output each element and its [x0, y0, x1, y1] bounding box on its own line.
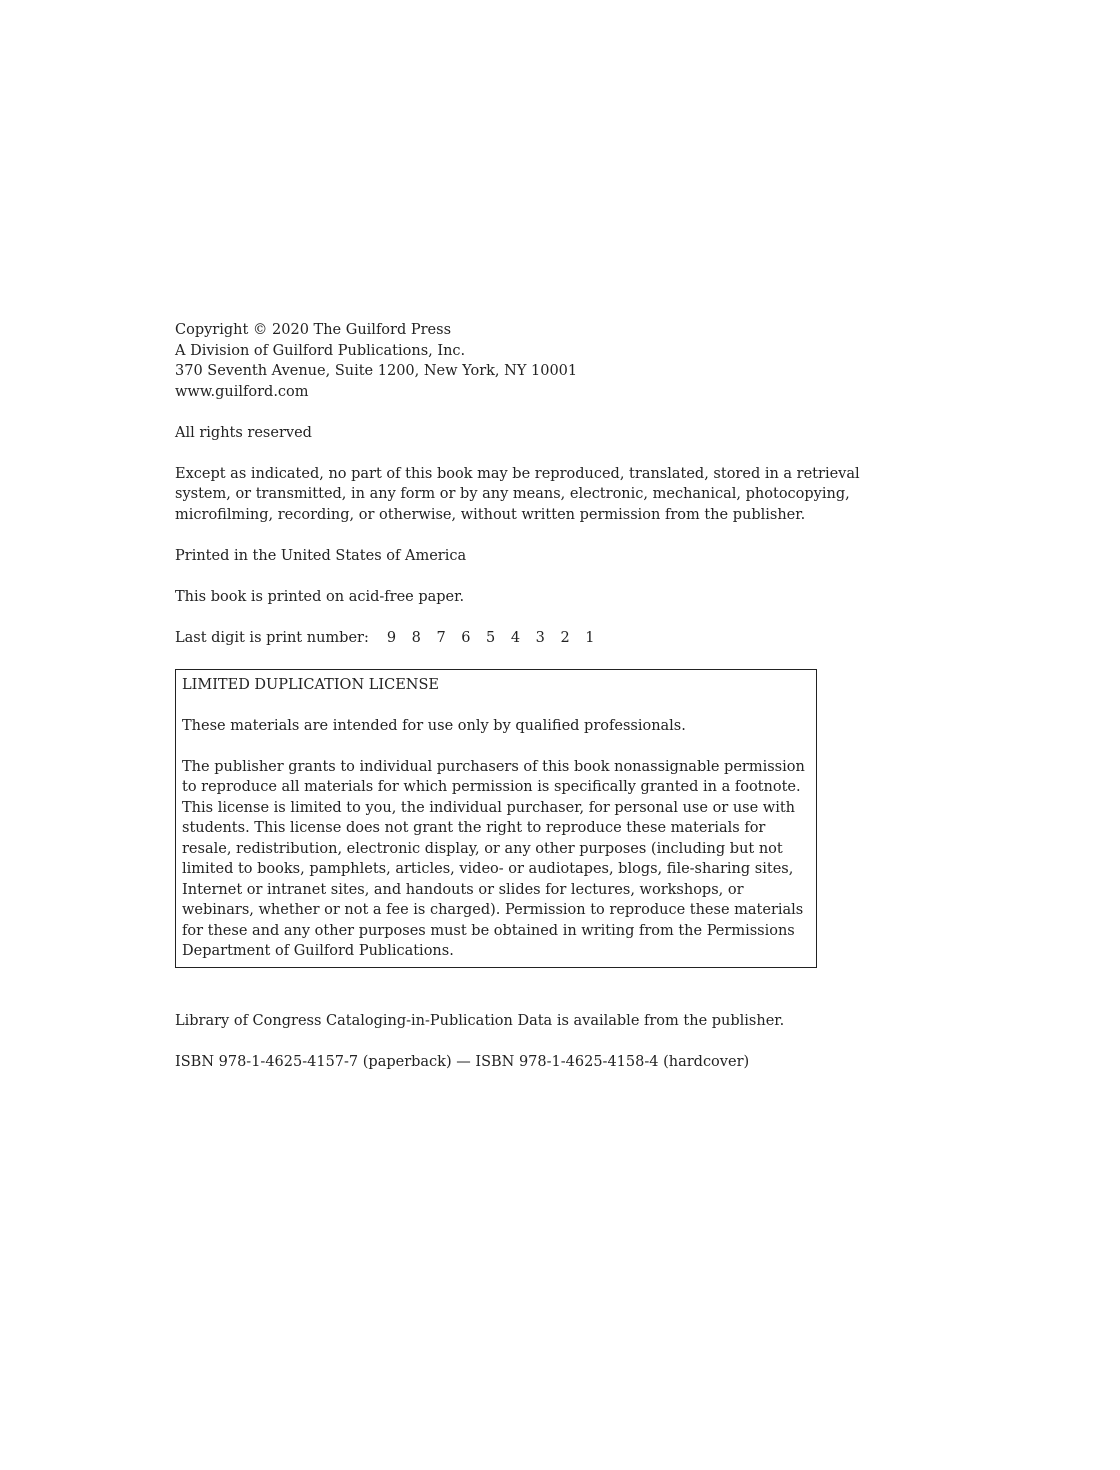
print-number-digits — [387, 630, 610, 646]
print-digit: 8 — [411, 629, 421, 646]
print-digit: 1 — [585, 629, 595, 646]
print-digit: 5 — [486, 629, 496, 646]
print-number-label: Last digit is print number: — [175, 629, 369, 646]
print-number-line — [175, 628, 895, 649]
isbn-line: ISBN 978-1-4625-4157-7 (paperback) — ISBN 978-1-4625-4158-4 (hardcover) — [175, 1053, 750, 1070]
limited-duplication-license-box — [175, 669, 817, 968]
rights-reserved: All rights reserved — [175, 424, 312, 441]
publisher-address-line: 370 Seventh Avenue, Suite 1200, New York, NY 10001 — [175, 363, 578, 379]
print-digit: 7 — [436, 629, 446, 646]
print-digit: 2 — [560, 629, 570, 646]
cip-data-note: Library of Congress Cataloging-in-Publication Data is available from the publisher. — [175, 1012, 785, 1029]
print-digit: 4 — [510, 629, 521, 646]
publisher-block — [175, 320, 895, 402]
copyright-page — [175, 320, 895, 1093]
publisher-website-line: www.guilford.com — [175, 383, 309, 400]
license-body: The publisher grants to individual purchasers of this book nonassignable permission to reproduce all materials for which permission is specifically granted in a footnote. This license is limited to you, the individual purchaser, for personal use or use with students. This license does not grant the right to reproduce these materials for resale, redistribution, electronic display, or any other purposes (including but not limited to books, pamphlets, articles, video- or audiotapes, blogs, file-sharing sites, Internet or intranet sites, and handouts or slides for lectures, workshops, or webinars, whether or not a fee is charged). Permission to reproduce these materials for these and any other purposes must be obtained in writing from the Permissions Department of Guilford Publications. — [182, 758, 805, 959]
copyright-line: Copyright © 2020 The Guilford Press — [175, 322, 452, 338]
print-digit: 9 — [386, 629, 397, 646]
publisher-division-line: A Division of Guilford Publications, Inc. — [175, 342, 466, 359]
reproduction-notice: Except as indicated, no part of this book may be reproduced, translated, stored in a retrieval system, or transmitted, in any form or by any means, electronic, mechanical, photocopying, microfilming, recording, or otherwise, without written permission from the publisher. — [175, 465, 860, 523]
print-digit: 6 — [461, 629, 471, 646]
print-digit: 3 — [535, 629, 545, 646]
acid-free-paper-note: This book is printed on acid-free paper. — [175, 588, 465, 605]
license-heading: LIMITED DUPLICATION LICENSE — [182, 676, 439, 693]
printed-in-line: Printed in the United States of America — [175, 547, 467, 564]
license-intro: These materials are intended for use only by qualified professionals. — [182, 717, 686, 734]
